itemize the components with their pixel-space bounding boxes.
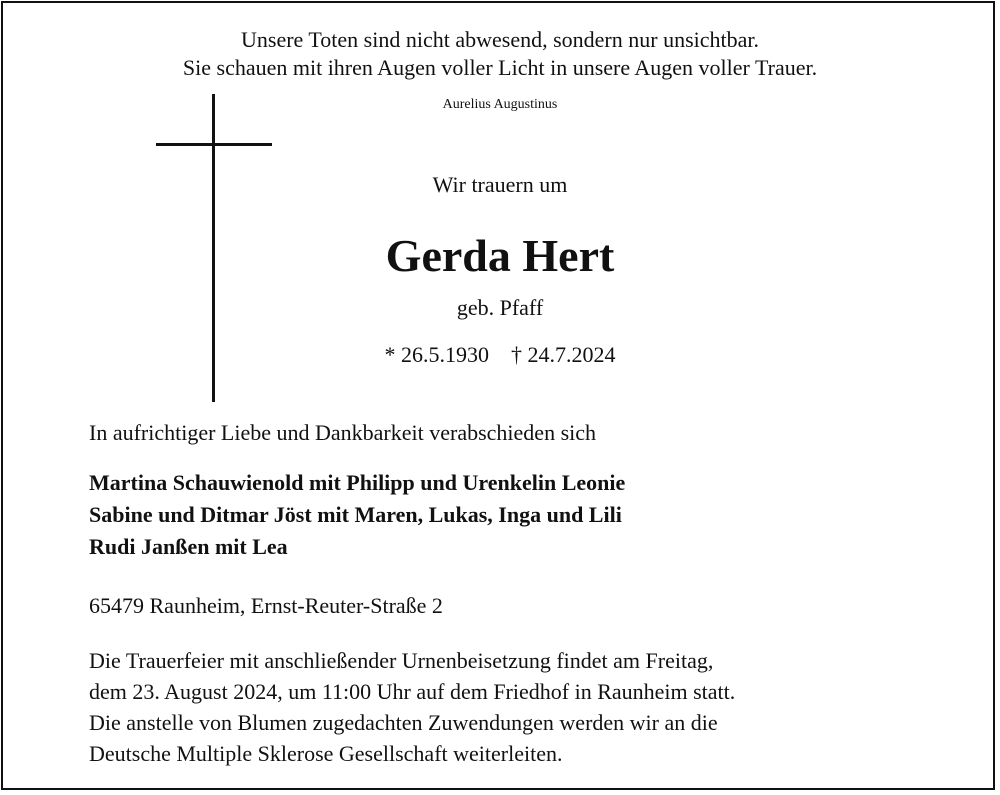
quote-author: Aurelius Augustinus <box>442 97 558 112</box>
mourners-list <box>89 467 625 563</box>
maiden-name: geb. Pfaff <box>456 295 544 320</box>
death-date: † 24.7.2024 <box>511 342 616 367</box>
quote-line-1: Unsere Toten sind nicht abwesend, sondern nur unsichtbar. <box>241 27 759 52</box>
funeral-line: Die Trauerfeier mit anschließender Urnenbeisetzung findet am Freitag, <box>89 648 714 673</box>
family-address: 65479 Raunheim, Ernst-Reuter-Straße 2 <box>89 593 443 618</box>
birth-date: * 26.5.1930 <box>384 342 489 367</box>
epigraph-quote <box>0 26 1000 82</box>
cross-horizontal-bar <box>156 143 272 146</box>
life-dates <box>0 342 1000 368</box>
funeral-line: Deutsche Multiple Sklerose Gesellschaft weiterleiten. <box>89 741 563 766</box>
funeral-details <box>89 645 735 769</box>
mourner-line: Martina Schauwienold mit Philipp und Urenkelin Leonie <box>89 470 626 495</box>
mourner-line: Rudi Janßen mit Lea <box>89 534 288 559</box>
deceased-name: Gerda Hert <box>385 230 615 281</box>
farewell-line: In aufrichtiger Liebe und Dankbarkeit verabschieden sich <box>89 420 597 445</box>
quote-line-2: Sie schauen mit ihren Augen voller Licht in unsere Augen voller Trauer. <box>182 55 818 80</box>
mourner-line: Sabine und Ditmar Jöst mit Maren, Lukas, Inga und Lili <box>89 502 622 527</box>
funeral-line: dem 23. August 2024, um 11:00 Uhr auf dem Friedhof in Raunheim statt. <box>89 679 736 704</box>
mourning-intro: Wir trauern um <box>432 172 568 197</box>
funeral-line: Die anstelle von Blumen zugedachten Zuwendungen werden wir an die <box>89 710 718 735</box>
